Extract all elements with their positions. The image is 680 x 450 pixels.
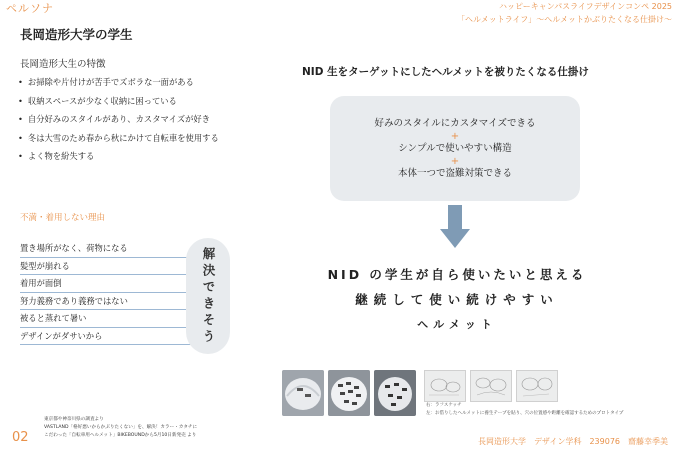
target-heading: NID 生をターゲットにしたヘルメットを被りたくなる仕掛け xyxy=(302,66,589,78)
competition-theme: 「ヘルメットライフ」～ヘルメットかぶりたくなる仕掛け～ xyxy=(456,15,672,24)
conclusion-line-2: 継続して使い続けやすい xyxy=(355,292,559,307)
feature-item: • 自分好みのスタイルがあり、カスタマイズが好き xyxy=(18,110,219,129)
footnote xyxy=(44,416,197,440)
feature-item: • お掃除や片付けが苦手でズボラな一面がある xyxy=(18,73,219,92)
persona-section-label: ペルソナ xyxy=(6,2,54,15)
plus-icon: + xyxy=(450,130,460,142)
feature-item: • よく物を紛失する xyxy=(18,147,219,166)
reasons-heading: 不満・着用しない理由 xyxy=(20,213,106,223)
page-number: 02 xyxy=(12,430,29,445)
conclusion xyxy=(312,262,602,337)
rough-sketch xyxy=(470,370,512,402)
author-credit: 長岡造形大学 デザイン学科 239076 齋藤幸季美 xyxy=(478,437,668,446)
conclusion-line-1: NID の学生が自ら使いたいと思える xyxy=(327,267,587,282)
reason-item: 努力義務であり義務ではない xyxy=(20,293,220,311)
reason-item: 髪型が崩れる xyxy=(20,258,220,276)
features-list xyxy=(18,73,219,166)
prototype-caption: 左：お借りしたヘルメットに養生テープを貼り、穴の位置感や距離を確認するためのプロトタイプ xyxy=(426,411,624,416)
reason-item: デザインがダサいから xyxy=(20,328,220,346)
features-heading: 長岡造形大生の特徴 xyxy=(20,59,106,70)
prototype-photo xyxy=(374,370,416,416)
prototype-photo xyxy=(328,370,370,416)
conclusion-line-3: ヘルメット xyxy=(417,318,497,331)
rough-sketch xyxy=(424,370,466,402)
footnote-line: VASTLAND「格好悪いからかぶりたくない」を、解決！カラー・カタチに xyxy=(44,425,198,430)
concept-line-customize: 好みのスタイルにカスタマイズできる xyxy=(374,117,536,129)
sketch-caption: 右：ラフスケッチ xyxy=(426,403,462,408)
footnote-line: こだわった「自転車用ヘルメット」BIKEBOUNDから5月10日新発売 より xyxy=(44,433,197,438)
feature-item: • 収納スペースが少なく収納に困っている xyxy=(18,92,219,111)
concept-box xyxy=(330,96,580,201)
concept-line-antitheft: 本体一つで盗難対策できる xyxy=(397,167,512,179)
rough-sketch xyxy=(516,370,558,402)
prototype-photo xyxy=(282,370,324,416)
reason-item: 着用が面倒 xyxy=(20,275,220,293)
competition-header xyxy=(457,0,672,26)
footnote-line: 東京都や神奈川県の調査より xyxy=(44,417,104,422)
solvable-pill-text: 解決できそう xyxy=(201,246,216,346)
feature-item: • 冬は大雪のため春から秋にかけて自転車を使用する xyxy=(18,129,219,148)
reason-item: 置き場所がなく、荷物になる xyxy=(20,240,220,258)
plus-icon: + xyxy=(450,155,460,167)
concept-line-simple: シンプルで使いやすい構造 xyxy=(398,142,512,154)
solvable-pill xyxy=(186,238,230,354)
persona-title: 長岡造形大学の学生 xyxy=(20,27,133,42)
down-arrow-icon xyxy=(440,205,470,250)
competition-title: ハッピーキャンパスライフデザインコンペ 2025 xyxy=(499,2,672,11)
reason-item: 被ると蒸れて暑い xyxy=(20,310,220,328)
